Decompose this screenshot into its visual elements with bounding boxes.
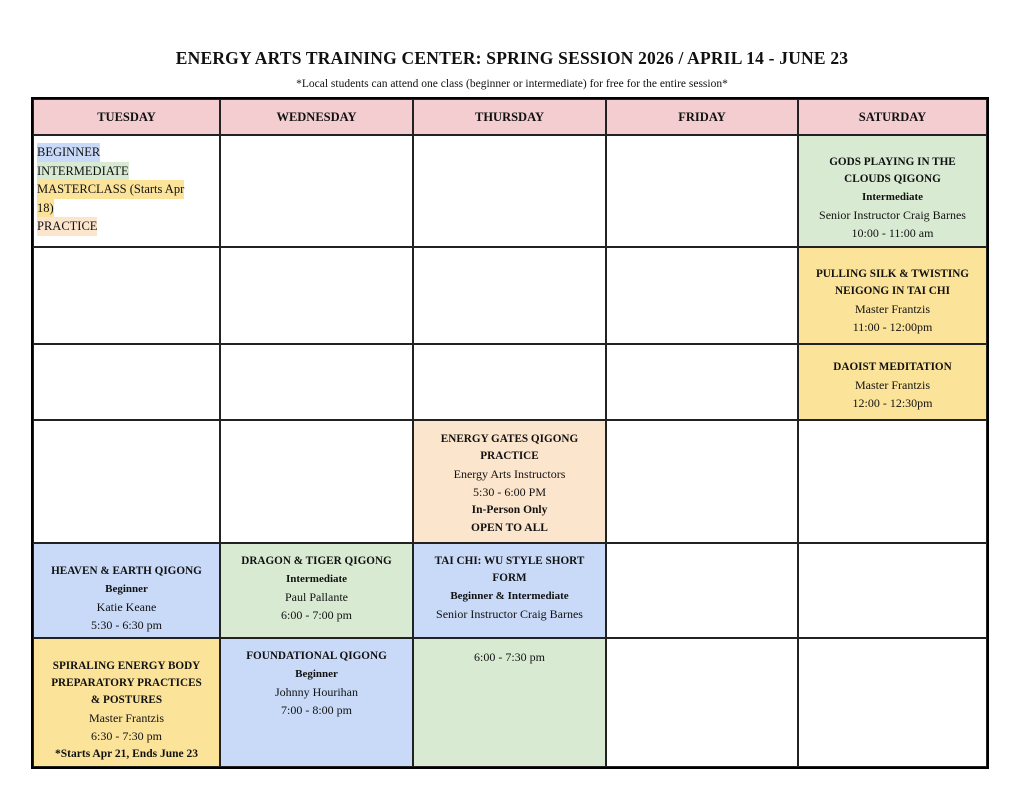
class-block-heaven-earth[interactable] [33, 543, 220, 638]
header-friday: FRIDAY [606, 99, 798, 135]
header-tuesday: TUESDAY [33, 99, 220, 135]
empty-cell [413, 247, 606, 344]
class-time: 7:00 - 8:00 pm [281, 703, 352, 717]
class-block-tai-chi-continued[interactable] [413, 638, 606, 767]
class-instructor: Energy Arts Instructors [453, 467, 566, 481]
empty-cell [606, 420, 798, 543]
class-block-gods-playing[interactable] [798, 135, 987, 247]
class-title: NEIGONG IN TAI CHI [835, 285, 950, 297]
class-instructor: Johnny Hourihan [275, 685, 358, 699]
legend [37, 143, 184, 236]
class-level: Beginner & Intermediate [450, 590, 569, 602]
legend-intermediate: INTERMEDIATE [37, 162, 129, 181]
class-time: 6:00 - 7:00 pm [281, 608, 352, 622]
class-level: Beginner [295, 668, 338, 680]
class-title: & POSTURES [90, 694, 163, 706]
class-title: PULLING SILK & TWISTING [815, 268, 970, 280]
legend-practice: PRACTICE [37, 217, 97, 236]
class-block-daoist-meditation[interactable] [798, 344, 987, 420]
empty-cell [220, 344, 413, 420]
legend-beginner: BEGINNER [37, 143, 100, 162]
class-time: 6:00 - 7:30 pm [474, 650, 545, 664]
class-block-tai-chi-wu[interactable] [413, 543, 606, 638]
class-title: GODS PLAYING IN THE [829, 156, 956, 168]
class-note: OPEN TO ALL [471, 522, 548, 534]
empty-cell [798, 543, 987, 638]
empty-cell [798, 638, 987, 767]
class-title: TAI CHI: WU STYLE SHORT [434, 555, 585, 567]
class-block-dragon-tiger[interactable] [220, 543, 413, 638]
empty-cell [798, 420, 987, 543]
empty-cell [606, 135, 798, 247]
class-time: 12:00 - 12:30pm [852, 396, 933, 410]
class-level: Intermediate [285, 573, 348, 585]
class-instructor: Senior Instructor Craig Barnes [436, 607, 583, 621]
class-title: SPIRALING ENERGY BODY [52, 660, 201, 672]
empty-cell [33, 420, 220, 543]
class-time: 5:30 - 6:00 PM [472, 485, 546, 499]
class-title: DAOIST MEDITATION [833, 361, 952, 373]
class-instructor: Paul Pallante [285, 590, 348, 604]
class-title: FOUNDATIONAL QIGONG [246, 650, 387, 662]
class-title: FORM [492, 572, 527, 584]
empty-cell [220, 135, 413, 247]
class-title: ENERGY GATES QIGONG [440, 433, 579, 445]
empty-cell [606, 344, 798, 420]
class-time: 6:30 - 7:30 pm [91, 729, 162, 743]
class-time: 5:30 - 6:30 pm [91, 618, 162, 632]
class-block-spiraling-energy[interactable] [33, 638, 220, 767]
class-title: CLOUDS QIGONG [844, 173, 941, 185]
class-block-energy-gates[interactable] [413, 420, 606, 543]
class-title: HEAVEN & EARTH QIGONG [51, 565, 202, 577]
header-saturday: SATURDAY [798, 99, 987, 135]
empty-cell [413, 135, 606, 247]
empty-cell [606, 543, 798, 638]
class-instructor: Katie Keane [96, 600, 157, 614]
class-level: Intermediate [861, 191, 924, 203]
class-level: Beginner [105, 583, 148, 595]
legend-masterclass: MASTERCLASS (Starts Apr [37, 180, 184, 199]
header-wednesday: WEDNESDAY [220, 99, 413, 135]
empty-cell [33, 247, 220, 344]
class-instructor: Senior Instructor Craig Barnes [819, 208, 966, 222]
class-note: In-Person Only [471, 504, 548, 516]
empty-cell [413, 344, 606, 420]
page-title: ENERGY ARTS TRAINING CENTER: SPRING SESSION 2026 / APRIL 14 - JUNE 23 [175, 48, 849, 68]
class-note: *Starts Apr 21, Ends June 23 [55, 748, 198, 760]
empty-cell [220, 247, 413, 344]
class-block-pulling-silk[interactable] [798, 247, 987, 344]
empty-cell [606, 638, 798, 767]
class-time: 10:00 - 11:00 am [851, 226, 934, 240]
class-instructor: Master Frantzis [89, 711, 164, 725]
class-instructor: Master Frantzis [855, 302, 930, 316]
class-block-foundational[interactable] [220, 638, 413, 767]
empty-cell [33, 344, 220, 420]
class-instructor: Master Frantzis [855, 378, 930, 392]
legend-masterclass-cont: 18) [37, 199, 54, 218]
class-title: PRACTICE [480, 450, 539, 462]
class-time: 11:00 - 12:00pm [852, 320, 933, 334]
empty-cell [606, 247, 798, 344]
header-thursday: THURSDAY [413, 99, 606, 135]
class-title: DRAGON & TIGER QIGONG [241, 555, 392, 567]
page-subtitle: *Local students can attend one class (beginner or intermediate) for free for the entire session* [296, 78, 728, 90]
empty-cell [220, 420, 413, 543]
class-title: PREPARATORY PRACTICES [51, 677, 202, 689]
